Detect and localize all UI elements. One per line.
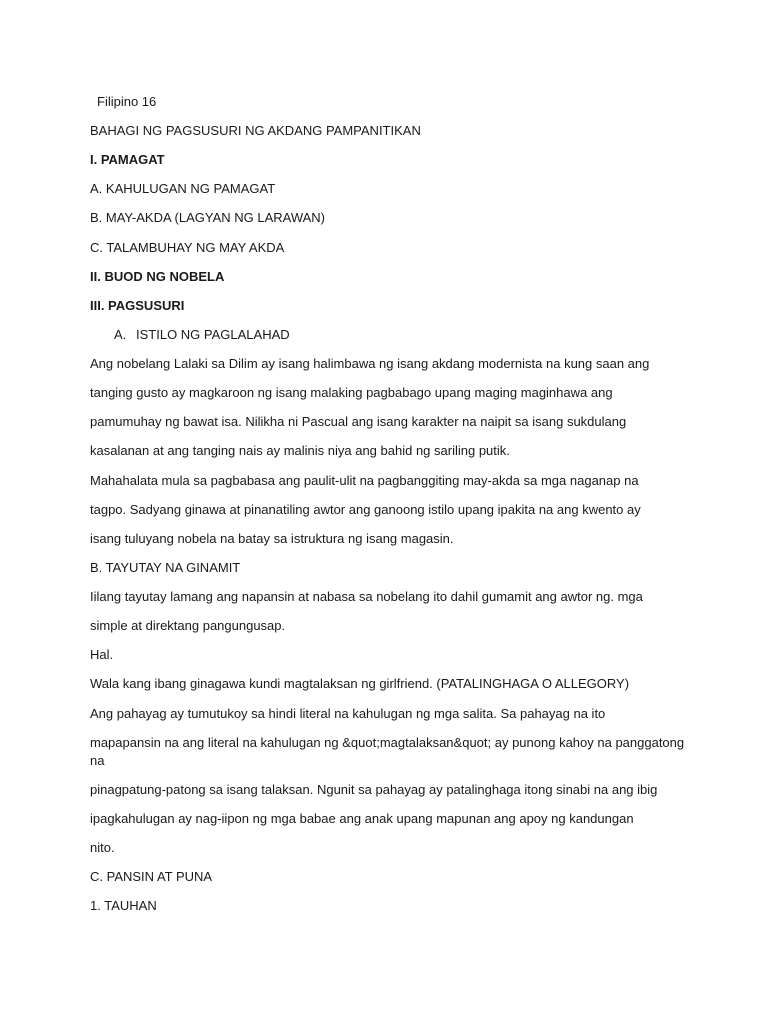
paragraph-line: kasalanan at ang tanging nais ay malinis niya ang bahid ng sariling putik. bbox=[90, 443, 510, 458]
paragraph-line: mapapansin na ang literal na kahulugan ng &quot;magtalaksan&quot; ay punong kahoy na panggatong bbox=[90, 735, 685, 750]
paragraph-line: Ang nobelang Lalaki sa Dilim ay isang halimbawa ng isang akdang modernista na kung saan ang bbox=[90, 356, 650, 371]
subheading-tayutay: B. TAYUTAY NA GINAMIT bbox=[90, 560, 241, 575]
paragraph-line: tanging gusto ay magkaroon ng isang malaking pagbabago upang maging maginhawa ang bbox=[90, 385, 613, 400]
subheading-label: ISTILO NG PAGLALAHAD bbox=[136, 327, 290, 342]
paragraph-line: ipagkahulugan ay nag-iipon ng mga babae ang anak upang mapunan ang apoy ng kandungan bbox=[90, 811, 634, 826]
paragraph-line: pinagpatung-patong sa isang talaksan. Ngunit sa pahayag ay patalinghaga itong sinabi na ang ibig bbox=[90, 782, 658, 797]
paragraph-line: nito. bbox=[90, 840, 115, 855]
subheading-istilo bbox=[114, 327, 290, 343]
list-item-talambuhay: C. TALAMBUHAY NG MAY AKDA bbox=[90, 240, 285, 255]
document-title: BAHAGI NG PAGSUSURI NG AKDANG PAMPANITIKAN bbox=[90, 123, 421, 138]
section-heading-pagsusuri: III. PAGSUSURI bbox=[90, 298, 185, 313]
list-item-tauhan: 1. TAUHAN bbox=[90, 898, 157, 913]
paragraph-line: simple at direktang pangungusap. bbox=[90, 618, 286, 633]
list-item-may-akda: B. MAY-AKDA (LAGYAN NG LARAWAN) bbox=[90, 210, 326, 225]
subheading-marker: A. bbox=[114, 327, 127, 342]
paragraph-line: Mahahalata mula sa pagbabasa ang paulit-ulit na pagbanggiting may-akda sa mga naganap na bbox=[90, 473, 639, 488]
list-item-kahulugan: A. KAHULUGAN NG PAMAGAT bbox=[90, 181, 276, 196]
paragraph-line: isang tuluyang nobela na batay sa istruktura ng isang magasin. bbox=[90, 531, 454, 546]
paragraph-line: Iilang tayutay lamang ang napansin at nabasa sa nobelang ito dahil gumamit ang awtor ng. mga bbox=[90, 589, 643, 604]
document-header: Filipino 16 bbox=[97, 94, 157, 109]
paragraph-line: pamumuhay ng bawat isa. Nilikha ni Pascual ang isang karakter na naipit sa isang sukdulang bbox=[90, 414, 627, 429]
subheading-pansin: C. PANSIN AT PUNA bbox=[90, 869, 213, 884]
paragraph-line: Ang pahayag ay tumutukoy sa hindi literal na kahulugan ng mga salita. Sa pahayag na ito bbox=[90, 706, 606, 721]
example-sentence: Wala kang ibang ginagawa kundi magtalaksan ng girlfriend. (PATALINGHAGA O ALLEGORY) bbox=[90, 676, 630, 691]
section-heading-pamagat: I. PAMAGAT bbox=[90, 152, 165, 167]
section-heading-buod: II. BUOD NG NOBELA bbox=[90, 269, 225, 284]
example-label: Hal. bbox=[90, 647, 114, 662]
paragraph-line: tagpo. Sadyang ginawa at pinanatiling awtor ang ganoong istilo upang ipakita na ang kwento ay bbox=[90, 502, 641, 517]
paragraph-line: na bbox=[90, 753, 105, 768]
